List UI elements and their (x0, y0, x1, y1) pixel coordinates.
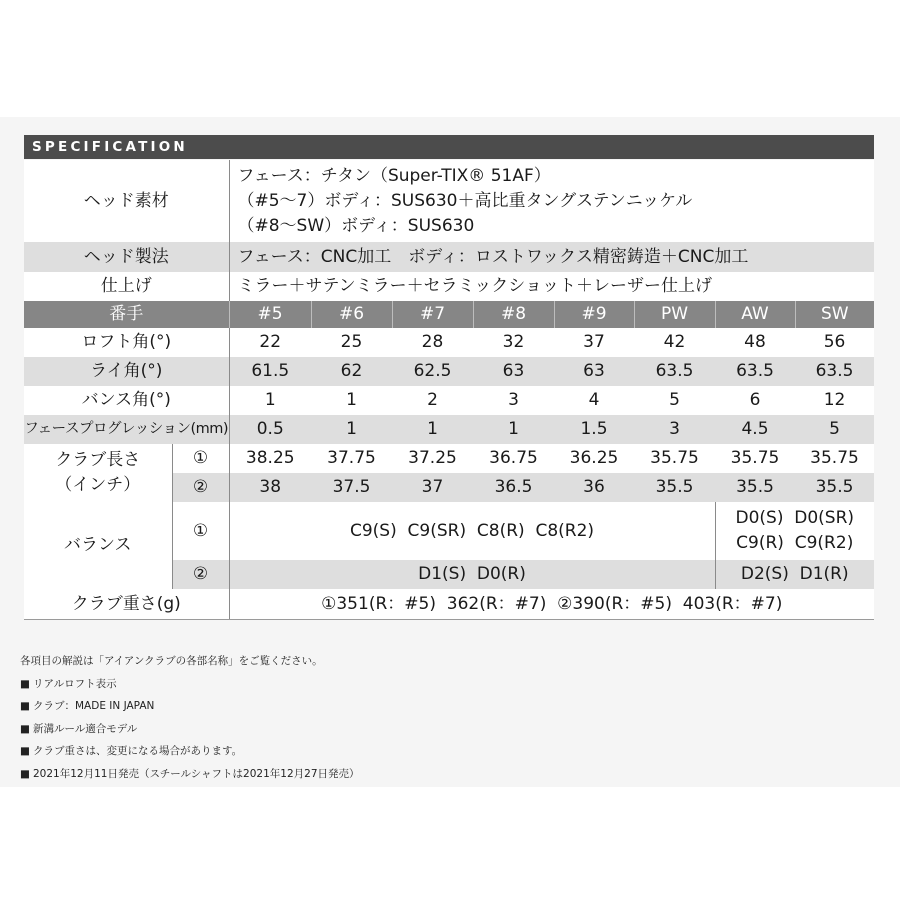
number-cell: #7 (392, 301, 473, 328)
number-cell: AW (715, 301, 795, 328)
lie-cell: 63 (473, 357, 554, 386)
number-cell: PW (634, 301, 715, 328)
balance-main-value-2: D1(S) D0(R) (229, 560, 715, 589)
head-method-label: ヘッド製法 (24, 242, 229, 272)
spec-header: SPECIFICATION (24, 135, 874, 159)
square-bullet-icon: ■ (20, 700, 30, 712)
lie-cell: 63.5 (795, 357, 874, 386)
club-length-cell: 38.25 (229, 444, 311, 473)
note-item (20, 763, 360, 786)
square-bullet-icon: ■ (20, 745, 30, 757)
club-length-label-line1: クラブ長さ (55, 450, 141, 470)
note-item (20, 673, 360, 696)
row-lie (24, 357, 874, 386)
head-material-value (229, 160, 874, 242)
row-bounce (24, 386, 874, 415)
row-numbers (24, 301, 874, 328)
club-length-cell: 36.5 (473, 473, 554, 502)
notes (20, 650, 360, 785)
finish-value: ミラー＋サテンミラー＋セラミックショット＋レーザー仕上げ (229, 272, 874, 301)
number-cell: #9 (554, 301, 634, 328)
lie-cell: 62.5 (392, 357, 473, 386)
club-length-cell: 35.5 (715, 473, 795, 502)
loft-cell: 22 (229, 328, 311, 357)
club-length-cell: 37.25 (392, 444, 473, 473)
bounce-cell: 1 (311, 386, 392, 415)
square-bullet-icon: ■ (20, 767, 30, 780)
club-length-mark: ② (172, 473, 229, 502)
balance-aw-sw-value (715, 502, 874, 560)
lie-cell: 62 (311, 357, 392, 386)
club-weight-label: クラブ重さ(g) (24, 589, 229, 619)
note-item (20, 718, 360, 741)
loft-cell: 32 (473, 328, 554, 357)
club-length-cell: 37 (392, 473, 473, 502)
row-progression (24, 415, 874, 444)
progression-cell: 1 (392, 415, 473, 444)
club-length-cell: 36.75 (473, 444, 554, 473)
square-bullet-icon: ■ (20, 722, 30, 735)
head-material-line2: （#5〜7）ボディ：SUS630＋高比重タングステンニッケル (237, 190, 693, 211)
row-club-length-1 (24, 444, 874, 473)
bounce-cell: 12 (795, 386, 874, 415)
club-length-label-line2: （インチ） (55, 475, 141, 495)
balance-label: バランス (24, 502, 172, 589)
numbers-label: 番手 (24, 301, 229, 328)
loft-cell: 42 (634, 328, 715, 357)
club-length-cell: 35.5 (795, 473, 874, 502)
lie-label: ライ角(°) (24, 357, 229, 386)
progression-cell: 0.5 (229, 415, 311, 444)
row-finish (24, 272, 874, 301)
balance-aw-sw-line2: C9(R) C9(R2) (736, 533, 854, 553)
head-method-value: フェース：CNC加工 ボディ：ロストワックス精密鋳造＋CNC加工 (229, 242, 874, 272)
balance-main-value: C9(S) C9(SR) C8(R) C8(R2) (229, 502, 715, 560)
club-length-cell: 37.75 (311, 444, 392, 473)
head-material-label: ヘッド素材 (24, 160, 229, 242)
bounce-cell: 2 (392, 386, 473, 415)
row-loft (24, 328, 874, 357)
finish-label: 仕上げ (24, 272, 229, 301)
lie-cell: 63.5 (715, 357, 795, 386)
club-weight-value: ①351(R：#5) 362(R：#7) ②390(R：#5) 403(R：#7) (229, 589, 874, 619)
balance-aw-sw-value-2: D2(S) D1(R) (715, 560, 874, 589)
row-head-method (24, 242, 874, 272)
note-text: 2021年12月11日発売（スチールシャフトは2021年12月27日発売） (33, 767, 360, 780)
lie-cell: 63.5 (634, 357, 715, 386)
spec-table (24, 160, 874, 620)
club-length-cell: 35.75 (715, 444, 795, 473)
loft-cell: 48 (715, 328, 795, 357)
note-text: クラブ：MADE IN JAPAN (33, 700, 155, 712)
note-text: クラブ重さは、変更になる場合があります。 (33, 745, 243, 757)
club-length-cell: 37.5 (311, 473, 392, 502)
club-length-cell: 35.75 (634, 444, 715, 473)
head-material-line1: フェース：チタン（Super-TIX® 51AF） (237, 165, 551, 186)
square-bullet-icon: ■ (20, 677, 30, 690)
progression-cell: 3 (634, 415, 715, 444)
row-club-weight (24, 589, 874, 619)
progression-cell: 4.5 (715, 415, 795, 444)
progression-label: フェースプログレッション(mm) (24, 415, 229, 444)
row-balance-1 (24, 502, 874, 560)
loft-cell: 28 (392, 328, 473, 357)
club-length-cell: 38 (229, 473, 311, 502)
note-item (20, 740, 360, 763)
loft-cell: 56 (795, 328, 874, 357)
lie-cell: 63 (554, 357, 634, 386)
note-text: リアルロフト表示 (33, 677, 117, 690)
bounce-cell: 6 (715, 386, 795, 415)
club-length-label (24, 444, 172, 502)
note-text: 新溝ルール適合モデル (33, 722, 138, 735)
note-item (20, 695, 360, 718)
number-cell: #5 (229, 301, 311, 328)
balance-mark: ② (172, 560, 229, 589)
balance-aw-sw-line1: D0(S) D0(SR) (735, 508, 855, 528)
bounce-cell: 5 (634, 386, 715, 415)
bounce-cell: 3 (473, 386, 554, 415)
number-cell: #6 (311, 301, 392, 328)
progression-cell: 1.5 (554, 415, 634, 444)
bounce-label: バンス角(°) (24, 386, 229, 415)
club-length-cell: 35.5 (634, 473, 715, 502)
loft-label: ロフト角(°) (24, 328, 229, 357)
head-material-line3: （#8〜SW）ボディ：SUS630 (237, 215, 475, 236)
notes-intro: 各項目の解説は「アイアンクラブの各部名称」をご覧ください。 (20, 655, 323, 667)
club-length-cell: 35.75 (795, 444, 874, 473)
row-head-material (24, 160, 874, 242)
progression-cell: 1 (311, 415, 392, 444)
progression-cell: 1 (473, 415, 554, 444)
number-cell: #8 (473, 301, 554, 328)
bounce-cell: 4 (554, 386, 634, 415)
lie-cell: 61.5 (229, 357, 311, 386)
bounce-cell: 1 (229, 386, 311, 415)
balance-mark: ① (172, 502, 229, 560)
club-length-cell: 36.25 (554, 444, 634, 473)
club-length-cell: 36 (554, 473, 634, 502)
club-length-mark: ① (172, 444, 229, 473)
loft-cell: 37 (554, 328, 634, 357)
loft-cell: 25 (311, 328, 392, 357)
number-cell: SW (795, 301, 874, 328)
progression-cell: 5 (795, 415, 874, 444)
